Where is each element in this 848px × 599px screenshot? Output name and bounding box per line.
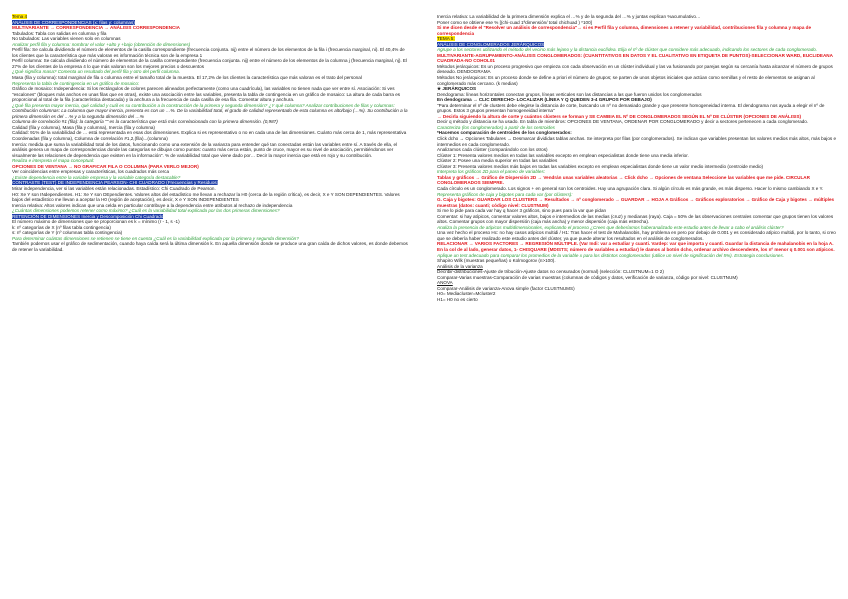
highlighted-text: Contribución columnas: La columna que mayor inercia, presenta es con un …%. De la variabilidad total, el grado de calidad representado de esta columna es alto/bajo (…%). Su contribución a la primera dimensión es del …% y a la segunda dimensión del …% (12, 108, 408, 119)
highlighted-text: OPCIONES DE VENTANA → NO GRAFICAR FILA O COLUMNA (PARA VERLO MEJOR) (12, 163, 199, 169)
highlighted-text: *Hacemos comparación de centroides de los conglomerados: (437, 130, 572, 136)
text-line: H0= Mediacluster=Mcluster2 (437, 291, 496, 297)
right-column (437, 14, 836, 599)
highlighted-text: Si me dicen desde el "Resolver un análisis de correspondencia"→ si es Perfil fila y columna, dimensiones a retener y variabilidad, contribuciones fila y columna y mapa de correspondencia (437, 25, 812, 36)
highlighted-text: Analizar perfil fila y columna: nombrar el valor +alto y +bajo (obtención de dimensiones) (12, 41, 191, 47)
highlighted-text: Realiza e interpreta el mapa conceptual: (12, 158, 95, 164)
highlighted-text: ¿Qué fila presenta mayor inercia, qué calidad y cuál es su contribución a la construcción de la primera y segunda dimensión? ¿Y qué columna? Analizar contribuciones de filas y columnas: (12, 102, 395, 108)
text-line: Analizamos cada clúster (comparándolo con los otros) (437, 147, 548, 153)
highlighted-text: CONTRASTE (TEST) DE INDEPENDENCIA PEARSON- CHI CUADRADO (Frecuencias y Residuos) (12, 180, 219, 186)
highlighted-text: G. Caja y bigotes: GUARDAR LOS CLUSTERS → Resultados → nº conglomerado → GUARDAR → HOJA A Gráficos → Gráficos exploratorios → Gráfico de Caja y bigotes → múltiples muestras (datos: cuanti; código nivel: CLUSTNUM) (437, 197, 835, 208)
text-line: Tabulados: Tabla con salidas en columna y fila (12, 30, 107, 36)
highlighted-text: RELACIONAR → VARIOS FACTORES → REGRESIÓN MÚLTIPLE. (Var Indi: var a estudiar y cuanti. Vardep: var que importa y cuanti. Guardar la distancia de mahalanobis en la hoja A. En la col de al lado, generar datos, 1- CHISQUARE (MDISTS; número de variables a estudiar) le damos al botón dcho, ordenar archivo descendente, los nº menor q 0.001 son atípicos. (437, 241, 835, 252)
highlighted-text: MULTIVARIANTE-AGRUPAMIENTO-ANÁLISIS CONGLOMERADOS: (CUANTITATIVOS EN DATOS Y EL CUALITATIVO EN ETIQUETA DE PUNTOS)-SELECCIONAR WARD, EUCLIDEANA CUADRADA-NO COHOL01 (437, 52, 833, 64)
highlighted-text: ¿Qué significa masa? Comenta un resultado del perfil fila y otro del perfil columna. (12, 69, 181, 75)
text-line: Shapiro Wilk (muestras pequeñas) o Kolmogorov (n>100). (437, 258, 556, 264)
text-line: Clúster 2: Posee una media superior en todas las variables (437, 158, 558, 164)
text-line (437, 175, 836, 186)
text-line: No tabulados: Las variables vienen solo en columnas (12, 36, 121, 42)
text-line: Clúster 3: Presenta valores medios más bajos en todas las variables excepto en emplean especialistas donde tiene un valor medio intermedio (centroide medio) (437, 163, 764, 169)
highlighted-text: TEMA 5: (437, 36, 455, 42)
text-line: H1= H0 no es cierto (437, 296, 478, 302)
highlighted-text: Analiza la presencia de atípicos multidimensionales, explicando el proceso ¿Crees que deberíamos haberanalizado este estudio antes de llevar a cabo el análisis clúster? (437, 224, 784, 230)
highlighted-text: ANÁLISIS DE CORRESPONDENCIAS (x: filas y: columnas) (12, 19, 135, 25)
text-line: Perfil columna: Se calcula dividiendo el número de elementos de la casilla correspondiente (frecuencia conjunta. nij) entre el número de los elementos de la columna j (frecuencia marginal, nj). El 27% de los clientes de la empresa 4 lo que más valoran son los mejores precios o descuentos (12, 58, 408, 69)
text-line: Calidad (fila y columna), Masa (fila y columna), Inercia (fila y columna) (12, 124, 155, 130)
text-line: Una vez hecho el proceso Hc: no hay casos atípicos multidi / H1: Tras hacer el test de Mahalanobis, hay problema en pero por debajo de 0.001 y es considerado atípico multidi, por lo tanto, si creo que se debería haber realizado este estudio antes del clúster, ya que puede alterar los resultados en el análisis de conglomerados. (437, 230, 836, 241)
highlighted-text: Representa gráficos de caja y bigotes para cada var (por clústers): (437, 191, 573, 197)
text-line: Comentar: si hay atípicos, comentar valores altos, bajos e intermedios de las medias (cruz) y medianas (raya). Caja = 50% de las observaciones centrales comentar que grupos tienen los valores altos. Comentar grupos con mayor dispersión (caja más ancha) y menor dispersión (caja más estrecha). (437, 213, 834, 225)
highlighted-text: Interpreta los gráficos 2D para el paneo de variables: (437, 169, 546, 175)
text-line: El número máximo de dimensiones que se proporcionan es k = mínimo (r - 1, s -1) (12, 219, 180, 225)
text-line: Perfil fila: Se calcula dividiendo el número de elementos de la casilla correspondiente (frecuencia conjunta. nij) entre el número de los elementos de la fila i (frecuencia marginal, ni). El 40,4% de los clientes que la característica que más valoran es información técnica son de la empresa 1 (12, 47, 405, 58)
text-line: Clúster 1: Presenta valores medios en todas las variables excepto en emplean especialistas donde tiene una media inferior. (437, 152, 689, 158)
highlighted-text: ★ JERÁRQUICOS (437, 86, 477, 92)
text-line (437, 197, 836, 208)
text-line: Coordenadas (fila y columna), Columna de correlación #1,2,(fila)...(columna) (12, 136, 168, 142)
text-line: Poner como se obtiene ese % [(chi-cuad 1ªdimensión/ total chichuad ) *100] (437, 19, 592, 25)
text-line: s: nº categorías de Y (nº columnas tabla contingencia) (12, 230, 123, 236)
text-line: "Para determinar el nº de clusters debe elegirse la distancia de corte, buscando un nº no demasiado grande y que presente homogeneidad interna. El dendograma nos ayuda a elegir el nº de grupos. Estos 3 grupos presentan homogeneidad interna" (437, 102, 825, 114)
highlighted-text: Análisis de la varianza (437, 263, 483, 269)
text-line: Inercia: medida que suma la variabilidad total de los datos, funcionando como una extensión de la varianza para entender qué tan conectadas están las variables entre sí. A través de ella, el análisis genera un mapa de correspondencias donde las categorías se dibujan como puntos: cuanto más cerca están, punto de cruce, mayor es su nivel de asociación, permitiéndonos ver visualmente las relaciones de dependencia que existen en la información". % de variabilidad total que viene dado por… Decir la mayor inercia que está en rojo y su contribución. (12, 141, 398, 158)
highlighted-text: Caracteriza (los conglomerados) a partir de los centroides (437, 124, 555, 130)
text-line: Decribir-distribuciones-Ajuste de tribución-Ajuste datos no censurados (normal) (selección: CLUSTNUM=1 O 2) (437, 269, 664, 275)
text-line: Métodos No jerárquicos: Es un proceso donde se define a priori el número de grupos; se parten de unos objetos iniciales que actúan como semillas y el resto de elementos se asignan al conglomerado más cercano. (k medias) (437, 75, 815, 86)
text-line: Mirar independencia, ver si las variables están relacionadas. Estadístico: Chi Cuadrado de Pearson. (12, 185, 216, 191)
text-line: Inercia relativa: Altos valores indican que una celda en particular contribuye a la dependencia entre atributos al rechazo de independencia (12, 202, 293, 208)
text-line: Masa (fila y columna): total marginal de fila o columna entre el tamaño total de la muestra. El 17,2% de los clientes la característica que más valoran es el trato del personal (12, 75, 362, 81)
text-line: También podemos usar el gráfico de sedimentación, cuando haya caída será la última dimensión k. En aquella dimensión donde se produce una gran caída de dichos valores, es donde debemos de retener la variabilidad. (12, 241, 408, 252)
text-line: Click dcho → Opciones Tabulares → Desmarcar divididas tablas anchas. Se interpreta por filas (por conglomerados). Se indican que variables presentan los valores medios más altos, más bajos e intermedios en cada conglomerado. (437, 136, 836, 147)
text-line (12, 108, 411, 119)
highlighted-text: Agrupe a los sectores utilizando el método del vecino más lejano y la distancia euclídea. Elija el nº de clúster que considere más adecuado, indicando los sectores de cada conglomerado. (437, 47, 818, 53)
text-line: Inercia relativa: La variabilidad de la primera dimensión explica el …% y de la segunda del …% y juntas explican %acumulativo… (437, 14, 701, 19)
left-column (12, 14, 411, 599)
text-line (437, 25, 836, 36)
text-line: Comparar-Varias muestras-Comparación de varias muestras (columnas de códigos y datos, verificación de varianza, código por nivel: CLUSTNUM) (437, 274, 738, 280)
text-line: k: nº categorías de X (nº filas tabla contingencia) (12, 224, 111, 230)
highlighted-text: Tablas y gráficos → Gráfico de Dispersión 2D → Vendrán unas variables aleatorias → Click dcho → Opciones de ventana Seleccione las variables que me pide. CIRCULAR CONGLOMERADOS SIEMPRE. (437, 174, 810, 186)
text-line: Si me lo pide para cada var hay q hacer 3 gráficos, sino pues para la var que pidan (437, 208, 607, 214)
text-line: Cada círculo es un conglomerado. Los signos + en general son los centroides. Hay una agrupación clara. Si algún círculo es más grande, es más disperso. Hacer lo mismo cambiando X e Y. (437, 185, 824, 191)
highlighted-text: Para determinar cuántas dimensiones se retienen se tiene en cuenta ¿Cuál es la variabilidad explicada por la primera y segunda dimensión? (12, 235, 299, 241)
highlighted-text: Tema 4 (12, 14, 28, 19)
text-line: Calidad: 91% de la variabilidad de … está representada en esas dos dimensiones. Explica si es representativo o no en cada una de las dimensiones. Cuánto más cerca de 1, más representativa (12, 130, 407, 136)
highlighted-text: ¿Existe dependencia entre la variable empresa y la variable categoría destacable? (12, 174, 181, 180)
text-line: Ver coincidencias entre empresas y características, los cuadrados más cerca (12, 169, 170, 175)
highlighted-text: MULTIVARIANTE → CORRESPONDENCIA → ANÁLISIS CORRESPONDENCIA (12, 25, 180, 31)
highlighted-text: Representa la tabla de contingencia en un gráfico de mosaico: (12, 80, 140, 86)
highlighted-text: → Decirla siguiendo la altura de corte y cuántos clústers se forman y SE CAMBIA EL Nº DE CONGLOMERADOS SEGÚN EL Nº DE CLÚSTER (OPCIONES DE ANÁLISIS) (437, 113, 802, 119)
highlighted-text: ANÁLISIS DE CONGLOMERADOS JERÁRQUICOS (437, 41, 545, 47)
text-line: Métodos jerárquicos: Es un proceso progresivo que empieza con cada observación en un clúster individual y las va fusionando por parejas según su cercanía hasta alcanzar el número de grupos deseado. DENDOGRAMA (437, 63, 833, 75)
text-line: H0: Xe Y son INdependientes. H1: Xe Y son DEpendientes. Valores altos del estadístico me llevan a rechazar la H0 (cerca de la región crítica), es decir, X e Y SON DEPENDIENTES. Valores bajos del estadístico me llevan a aceptar la H0 (región de aceptación), es decir, X e Y SON INDEPENDIENTES (12, 191, 400, 203)
highlighted-text: ANOVA (437, 280, 453, 286)
text-line: Comparar-Análisis de varianza-Anova simple (factor CLUSTNUMS) (437, 285, 575, 291)
text-line: Dendograma: líneas horizontales conectan grupos, líneas verticales son las distancias a las que fueron unidos los conglomerados (437, 91, 702, 97)
highlighted-text: RETENCIÓN DE DIMENSIONES Inercia y Descomposición Chi Cuadrado (12, 213, 164, 219)
highlighted-text: Columna de correlación #1 (fila): la categoría "" es la característica que está más correlacionada con la primera dimensión. (0,987) (12, 119, 278, 125)
highlighted-text: Aplique un test adecuado para comparar los promedios de la variable x para los distintos conglomerados (utilice un nivel de significación del 5%). Estrategia conclusiones. (437, 252, 785, 258)
text-line (437, 53, 836, 64)
text-line (437, 241, 836, 252)
highlighted-text: ¿Cuántas dimensiones podemos retener como máximo? ¿Cuál es la variabilidad total explicada por las dos primeras dimensiones? (12, 208, 280, 214)
highlighted-text: En dendograma → CLIC DERECHO- LOCALIZAR (LÍNEA Y Q QUEDEN 3-4 GRUPOS POR DEBAJO) (437, 97, 652, 103)
text-line: Decir q método y distancia se ha usado. En tabla de miembros: OPCIONES DE VENTANA, ORDENAR POR CONGLOMERADO y decir a sectores pertenecen a cada conglomerado. (437, 119, 809, 125)
text-line: Gráfico de mosaico: Independencia: Si los rectángulos de colores parecen alineados perfectamente (como una cuadrícula), las variables no tienen nada que ver entre sí. Asociación: Si ves "escalones" (bloques más anchos en unas filas que en otras), existe una asociación entre las variables, presenta la tabla de contingencia en un gráfico de mosaico: La altura de cada barra es proporcional al total de la fila (característica destacada) y la anchura a la frecuencia de cada casilla de esa fila. Comentar altura y anchura. (12, 86, 401, 103)
